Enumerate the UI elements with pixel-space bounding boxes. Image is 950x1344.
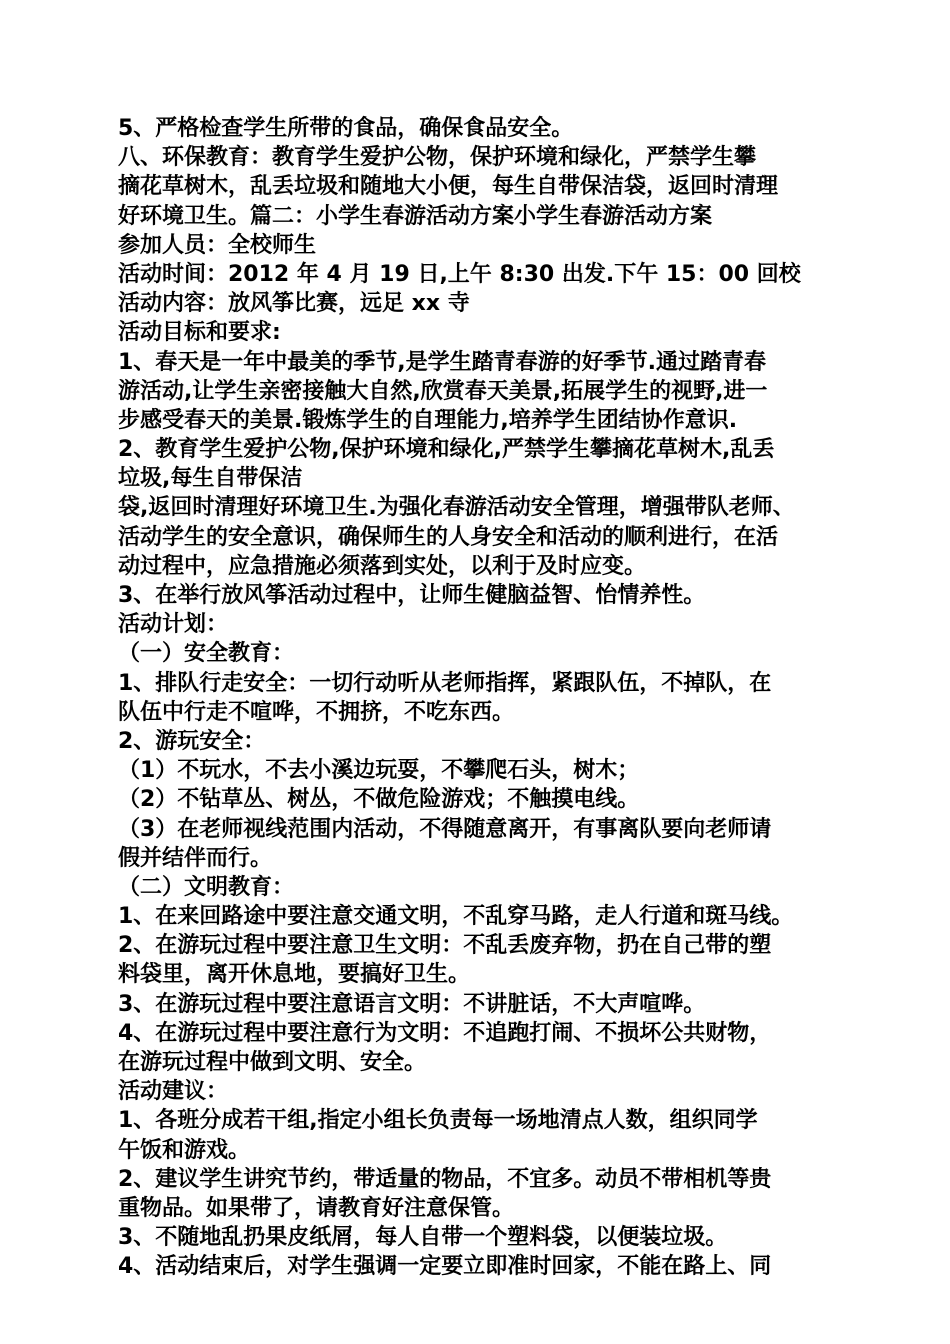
text-line: 4、活动结束后，对学生强调一定要立即准时回家，不能在路上、同 <box>118 1254 772 1280</box>
text-line: 2、教育学生爱护公物,保护环境和绿化,严禁学生攀摘花草树木,乱丢 <box>118 437 775 463</box>
text-line: 垃圾,每生自带保洁 <box>118 466 303 492</box>
text-line: 动过程中，应急措施必须落到实处，以利于及时应变。 <box>118 553 647 579</box>
text-line: 料袋里，离开休息地，要搞好卫生。 <box>118 962 471 988</box>
text-line: 步感受春天的美景.锻炼学生的自理能力,培养学生团结协作意识. <box>118 407 738 433</box>
text-line: （一）安全教育： <box>118 641 295 667</box>
text-line: 袋,返回时清理好环境卫生.为强化春游活动安全管理，增强带队老师、 <box>118 495 795 521</box>
text-line: 假并结伴而行。 <box>118 845 273 871</box>
text-line: 活动计划： <box>118 612 229 638</box>
text-line: 1、春天是一年中最美的季节,是学生踏青春游的好季节.通过踏青春 <box>118 349 767 375</box>
text-line: 1、各班分成若干组,指定小组长负责每一场地清点人数，组织同学 <box>118 1108 758 1134</box>
text-line: 好环境卫生。篇二：小学生春游活动方案小学生春游活动方案 <box>118 203 713 229</box>
text-line: 在游玩过程中做到文明、安全。 <box>118 1050 427 1075</box>
text-line: 3、在游玩过程中要注意语言文明：不讲脏话，不大声喧哗。 <box>118 991 706 1017</box>
text-line: 活动目标和要求: <box>118 320 281 346</box>
text-line: （1）不玩水，不去小溪边玩耍，不攀爬石头，树木； <box>118 758 640 784</box>
text-line: 队伍中行走不喧哗，不拥挤，不吃东西。 <box>118 699 515 725</box>
text-line: 午饭和游戏。 <box>118 1137 251 1163</box>
text-line: 2、游玩安全： <box>118 728 266 754</box>
text-line: 5、严格检查学生所带的食品，确保食品安全。 <box>118 116 574 141</box>
text-line: 3、在举行放风筝活动过程中，让师生健脑益智、怡情养性。 <box>118 583 706 608</box>
text-line: 摘花草树木，乱丢垃圾和随地大小便，每生自带保洁袋，返回时清理 <box>118 174 779 200</box>
text-line: （二）文明教育： <box>118 874 295 900</box>
text-line: （3）在老师视线范围内活动，不得随意离开，有事离队要向老师请 <box>118 816 772 842</box>
text-line: 活动学生的安全意识，确保师生的人身安全和活动的顺利进行，在活 <box>118 524 779 550</box>
text-line: 活动时间：2012 年 4 月 19 日,上午 8:30 出发.下午 15：00 回校 <box>118 261 801 287</box>
text-line: 2、建议学生讲究节约，带适量的物品，不宜多。动员不带相机等贵 <box>118 1166 772 1192</box>
text-line: （2）不钻草丛、树丛，不做危险游戏；不触摸电线。 <box>118 787 640 813</box>
text-line: 3、不随地乱扔果皮纸屑，每人自带一个塑料袋，以便装垃圾。 <box>118 1225 728 1251</box>
text-line: 游活动,让学生亲密接触大自然,欣赏春天美景,拓展学生的视野,进一 <box>118 378 768 404</box>
text-line: 2、在游玩过程中要注意卫生文明：不乱丢废弃物，扔在自己带的塑 <box>118 933 772 959</box>
text-line: 1、在来回路途中要注意交通文明，不乱穿马路，走人行道和斑马线。 <box>118 904 794 930</box>
text-line: 参加人员：全校师生 <box>118 232 317 258</box>
text-line: 重物品。如果带了，请教育好注意保管。 <box>118 1195 515 1221</box>
document-body <box>118 114 848 1282</box>
text-line: 八、环保教育：教育学生爱护公物，保护环境和绿化，严禁学生攀 <box>118 145 757 171</box>
text-line: 活动内容：放风筝比赛，远足 xx 寺 <box>118 291 470 317</box>
text-line: 4、在游玩过程中要注意行为文明：不追跑打闹、不损坏公共财物， <box>118 1020 772 1046</box>
text-line: 活动建议： <box>118 1079 229 1105</box>
text-line: 1、排队行走安全：一切行动听从老师指挥，紧跟队伍，不掉队，在 <box>118 670 772 696</box>
